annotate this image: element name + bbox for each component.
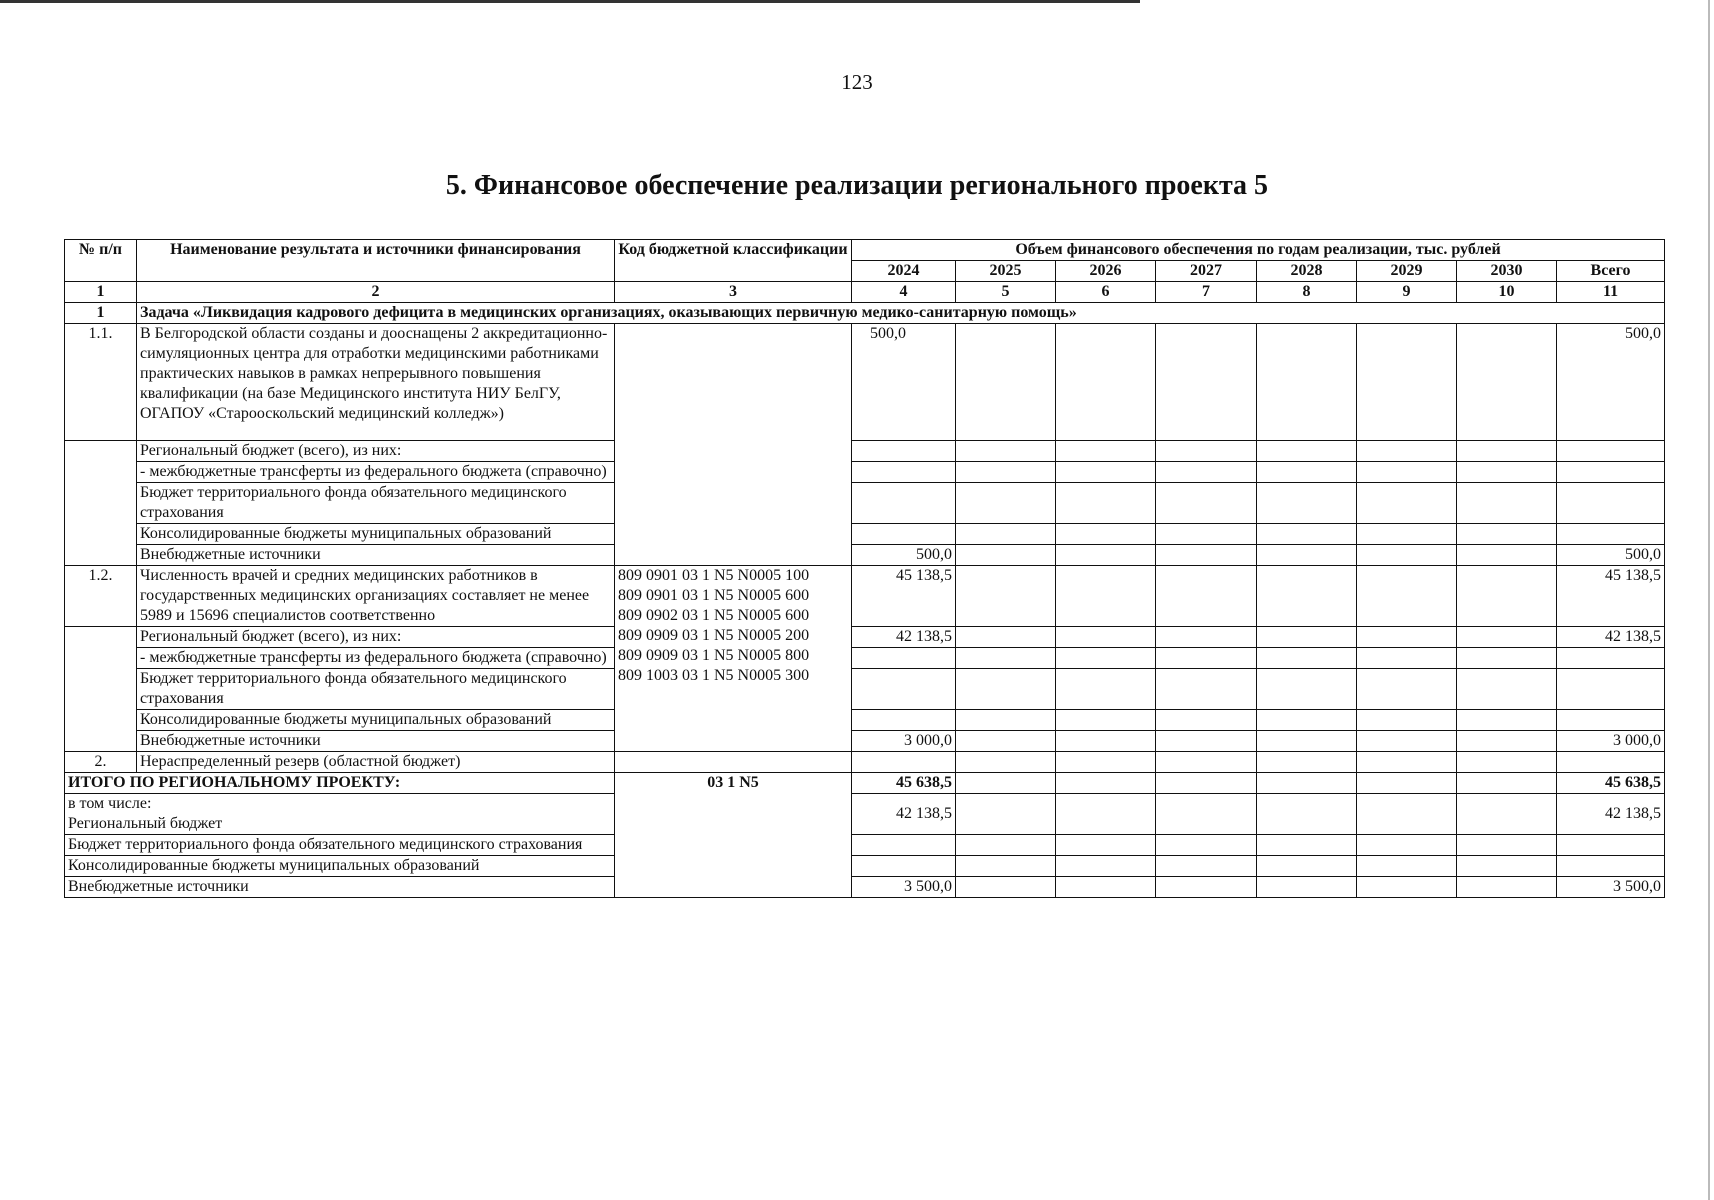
source-row [65, 648, 1665, 669]
result-number: 1.1. [65, 324, 137, 441]
kbk-code: 809 0909 03 1 N5 N0005 800 [618, 647, 810, 664]
source-row [65, 710, 1665, 731]
column-number: 4 [852, 282, 956, 303]
empty-number-cell [65, 627, 137, 752]
column-number: 2 [137, 282, 615, 303]
source-row [65, 462, 1665, 483]
value-total: 42 138,5 [1557, 627, 1665, 648]
col-header-year: 2027 [1156, 261, 1257, 282]
col-header-volume: Объем финансового обеспечения по годам реализации, тыс. рублей [852, 240, 1665, 261]
source-row [65, 441, 1665, 462]
scan-artifact-line [0, 0, 1140, 3]
empty-number-cell [65, 441, 137, 566]
value-2024: 45 138,5 [852, 566, 956, 627]
column-number: 1 [65, 282, 137, 303]
kbk-code: 809 1003 03 1 N5 N0005 300 [618, 667, 810, 684]
col-header-year: 2028 [1257, 261, 1357, 282]
page-number: 123 [841, 70, 873, 94]
itogo-offbudget-total: 3 500,0 [1557, 877, 1665, 898]
result-name: Численность врачей и средних медицинских работников в государственных медицинских организациях составляет не менее 5989 и 15696 специалистов соответственно [137, 566, 615, 627]
itogo-municipal-row [65, 856, 1665, 877]
value-cell [1357, 324, 1457, 441]
task-row [65, 303, 1665, 324]
column-number: 5 [956, 282, 1056, 303]
kbk-code: 809 0901 03 1 N5 N0005 600 [618, 587, 810, 604]
value-cell [1457, 324, 1557, 441]
value-cell [956, 324, 1056, 441]
col-header-no: № п/п [65, 240, 137, 282]
source-label: - межбюджетные трансферты из федерального бюджета (справочно) [137, 648, 615, 669]
task-number: 1 [65, 303, 137, 324]
col-header-total: Всего [1557, 261, 1665, 282]
itogo-regional-2024: 42 138,5 [852, 794, 956, 835]
itogo-offbudget-row [65, 877, 1665, 898]
col-header-year: 2025 [956, 261, 1056, 282]
page-title: 5. Финансовое обеспечение реализации регионального проекта 5 [445, 170, 1269, 201]
col-header-year: 2026 [1056, 261, 1156, 282]
col-header-kbk: Код бюджетной классификации [615, 240, 852, 282]
reserve-row [65, 752, 1665, 773]
kbk-cell [615, 324, 852, 566]
value-total: 500,0 [1557, 324, 1665, 441]
reserve-number: 2. [65, 752, 137, 773]
itogo-incl-label: в том числе: [68, 795, 152, 812]
column-number: 10 [1457, 282, 1557, 303]
value-cell [1257, 324, 1357, 441]
itogo-regional-total: 42 138,5 [1557, 794, 1665, 835]
col-header-name: Наименование результата и источники финансирования [137, 240, 615, 282]
itogo-regional-row [65, 794, 1665, 835]
column-number: 9 [1357, 282, 1457, 303]
value-2024: 500,0 [852, 324, 956, 441]
kbk-code: 809 0901 03 1 N5 N0005 100 [618, 567, 810, 584]
source-label: Бюджет территориального фонда обязательного медицинского страхования [137, 483, 615, 524]
itogo-label: ИТОГО ПО РЕГИОНАЛЬНОМУ ПРОЕКТУ: [65, 773, 615, 794]
source-row [65, 524, 1665, 545]
value-cell [1056, 324, 1156, 441]
col-header-year: 2024 [852, 261, 956, 282]
source-label: Консолидированные бюджеты муниципальных образований [137, 524, 615, 545]
source-label: - межбюджетные трансферты из федерального бюджета (справочно) [137, 462, 615, 483]
value-total: 500,0 [1557, 545, 1665, 566]
source-label: Региональный бюджет (всего), из них: [137, 441, 615, 462]
result-name: В Белгородской области созданы и дооснащены 2 аккредитационно-симуляционных центра для отработки медицинскими работниками практических навыков в рамках непрерывного повышения квалификации (на базе Медицинского института НИУ БелГУ, ОГАПОУ «Старооскольский медицинский колледж») [137, 324, 615, 441]
itogo-municipal-label: Консолидированные бюджеты муниципальных образований [65, 856, 615, 877]
itogo-kbk: 03 1 N5 [615, 773, 852, 898]
result-number: 1.2. [65, 566, 137, 627]
kbk-cell [615, 566, 852, 752]
kbk-code: 809 0909 03 1 N5 N0005 200 [618, 627, 810, 644]
value-2024: 3 000,0 [852, 731, 956, 752]
column-number: 6 [1056, 282, 1156, 303]
value-total: 3 000,0 [1557, 731, 1665, 752]
source-label: Внебюджетные источники [137, 545, 615, 566]
source-row [65, 669, 1665, 710]
source-row [65, 627, 1665, 648]
column-number: 11 [1557, 282, 1665, 303]
column-number: 7 [1156, 282, 1257, 303]
value-total: 45 138,5 [1557, 566, 1665, 627]
result-row [65, 566, 1665, 627]
column-number: 8 [1257, 282, 1357, 303]
header-row [65, 240, 1665, 261]
itogo-2024: 45 638,5 [852, 773, 956, 794]
source-label: Бюджет территориального фонда обязательного медицинского страхования [137, 669, 615, 710]
itogo-offbudget-2024: 3 500,0 [852, 877, 956, 898]
itogo-total: 45 638,5 [1557, 773, 1665, 794]
value-cell [1156, 324, 1257, 441]
value-2024: 42 138,5 [852, 627, 956, 648]
column-number-row [65, 282, 1665, 303]
reserve-name: Нераспределенный резерв (областной бюджет) [137, 752, 615, 773]
itogo-regional-label [65, 794, 615, 835]
itogo-offbudget-label: Внебюджетные источники [65, 877, 615, 898]
itogo-row [65, 773, 1665, 794]
value-2024: 500,0 [852, 545, 956, 566]
itogo-tfoms-row [65, 835, 1665, 856]
source-row [65, 545, 1665, 566]
task-text: Задача «Ликвидация кадрового дефицита в медицинских организациях, оказывающих первичную медико-санитарную помощь» [137, 303, 1665, 324]
source-label: Региональный бюджет (всего), из них: [137, 627, 615, 648]
financing-table [64, 239, 1665, 898]
source-label: Консолидированные бюджеты муниципальных образований [137, 710, 615, 731]
column-number: 3 [615, 282, 852, 303]
source-label: Внебюджетные источники [137, 731, 615, 752]
kbk-code: 809 0902 03 1 N5 N0005 600 [618, 607, 810, 624]
itogo-regional-text: Региональный бюджет [68, 815, 223, 832]
itogo-tfoms-label: Бюджет территориального фонда обязательного медицинского страхования [65, 835, 615, 856]
source-row [65, 483, 1665, 524]
result-row [65, 324, 1665, 441]
col-header-year: 2029 [1357, 261, 1457, 282]
col-header-year: 2030 [1457, 261, 1557, 282]
source-row [65, 731, 1665, 752]
